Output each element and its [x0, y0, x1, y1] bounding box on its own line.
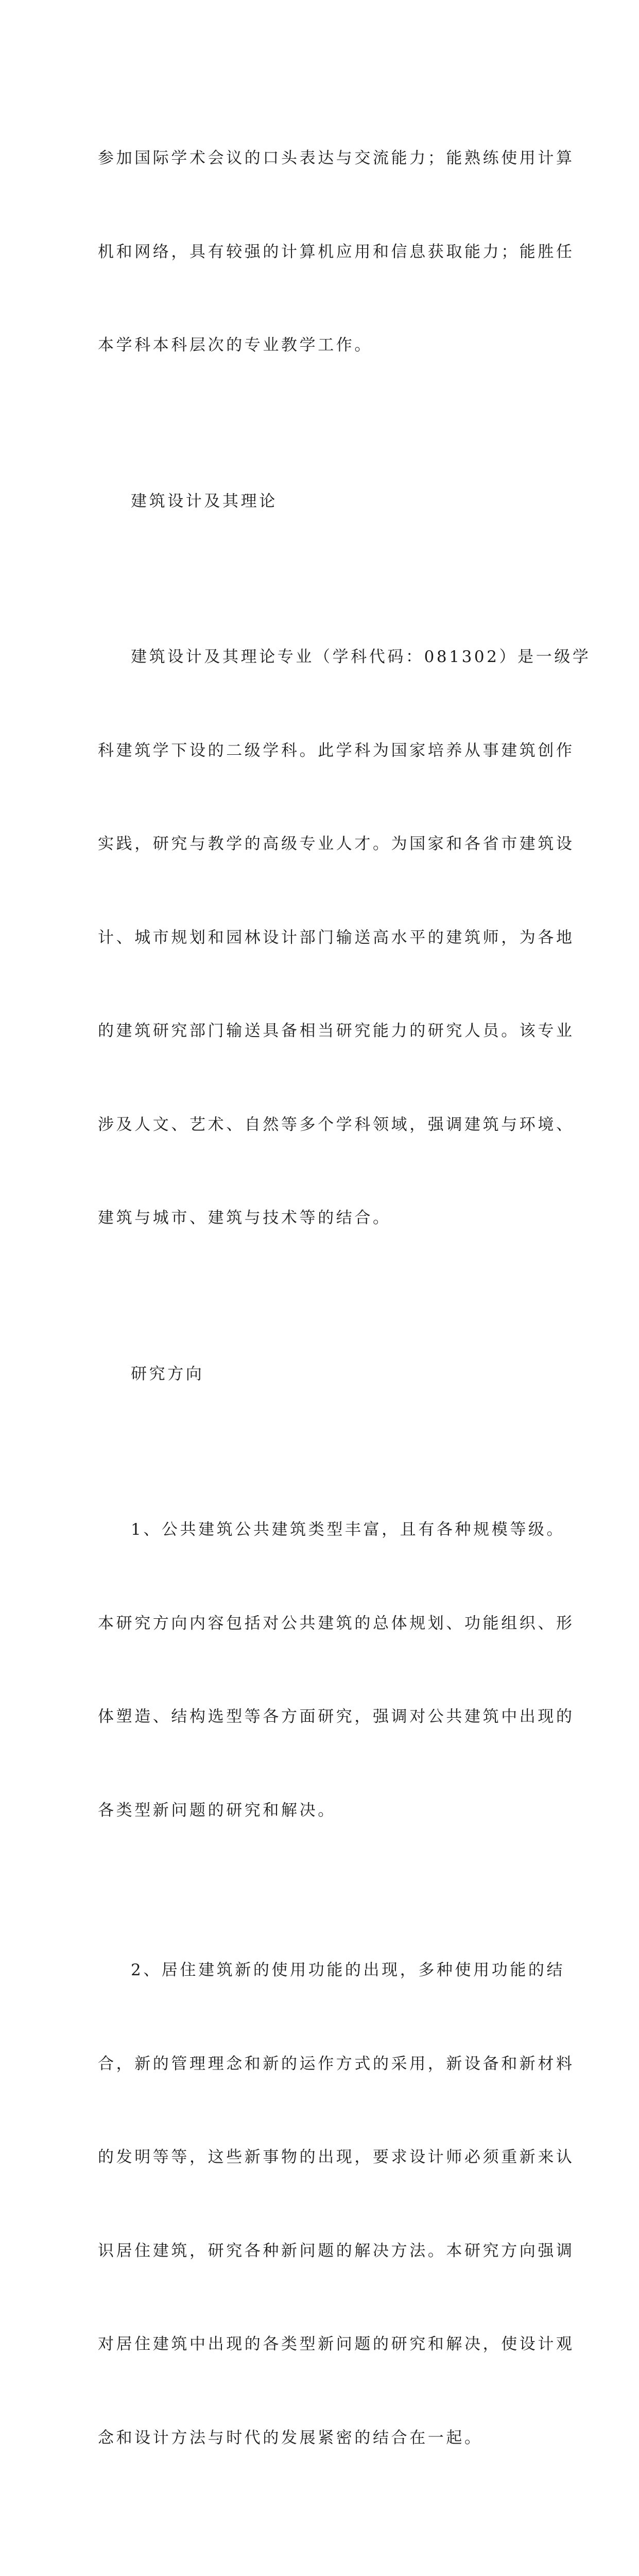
text-line: 体塑造、结构选型等各方面研究，强调对公共建筑中出现的 [98, 1707, 575, 1726]
text-line: 的建筑研究部门输送具备相当研究能力的研究人员。该专业 [98, 1022, 575, 1040]
text-line: 各类型新问题的研究和解决。 [98, 1801, 336, 1820]
text-line: 本学科本科层次的专业教学工作。 [98, 336, 373, 354]
section-heading-architecture-design [98, 423, 551, 580]
paragraph-direction-3 [98, 2520, 551, 2576]
paragraph-capabilities [98, 80, 575, 423]
paragraph-gap [98, 1888, 551, 1892]
text-line: 机和网络，具有较强的计算机应用和信息获取能力；能胜任 [98, 242, 575, 261]
text-line: 的发明等等，这些新事物的出现，要求设计师必须重新来认 [98, 2148, 575, 2166]
text-line: 2、居住建筑新的使用功能的出现，多种使用功能的结 [131, 1961, 565, 1979]
paragraph-direction-1 [98, 1452, 575, 1888]
document-body [98, 80, 591, 2576]
paragraph-direction-2 [98, 1892, 575, 2516]
text-line: 科建筑学下设的二级学科。此学科为国家培养从事建筑创作 [98, 741, 575, 760]
text-line: 实践，研究与教学的高级专业人才。为国家和各省市建筑设 [98, 835, 575, 853]
text-line: 计、城市规划和园林设计部门输送高水平的建筑师，为各地 [98, 928, 575, 947]
text-line: 建筑设计及其理论专业（学科代码：081302）是一级学 [131, 648, 591, 666]
paragraph-gap [98, 2516, 551, 2520]
section-heading: 建筑设计及其理论 [131, 492, 278, 511]
text-line: 参加国际学术会议的口头表达与交流能力；能熟练使用计算 [98, 149, 575, 167]
text-line: 1、公共建筑公共建筑类型丰富，且有各种规模等级。 [131, 1520, 565, 1539]
text-line: 识居住建筑，研究各种新问题的解决方法。本研究方向强调 [98, 2241, 575, 2260]
section-heading-research-directions [98, 1296, 551, 1452]
section-heading: 研究方向 [131, 1364, 204, 1383]
text-line: 本研究方向内容包括对公共建筑的总体规划、功能组织、形 [98, 1614, 575, 1633]
text-line: 建筑与城市、建筑与技术等的结合。 [98, 1209, 391, 1227]
text-line: 涉及人文、艺术、自然等多个学科领域，强调建筑与环境、 [98, 1115, 575, 1134]
paragraph-program-intro [98, 579, 591, 1296]
text-line: 合，新的管理理念和新的运作方式的采用，新设备和新材料 [98, 2054, 575, 2073]
text-line: 对居住建筑中出现的各类型新问题的研究和解决，使设计观 [98, 2335, 575, 2353]
text-line: 念和设计方法与时代的发展紧密的结合在一起。 [98, 2428, 483, 2447]
